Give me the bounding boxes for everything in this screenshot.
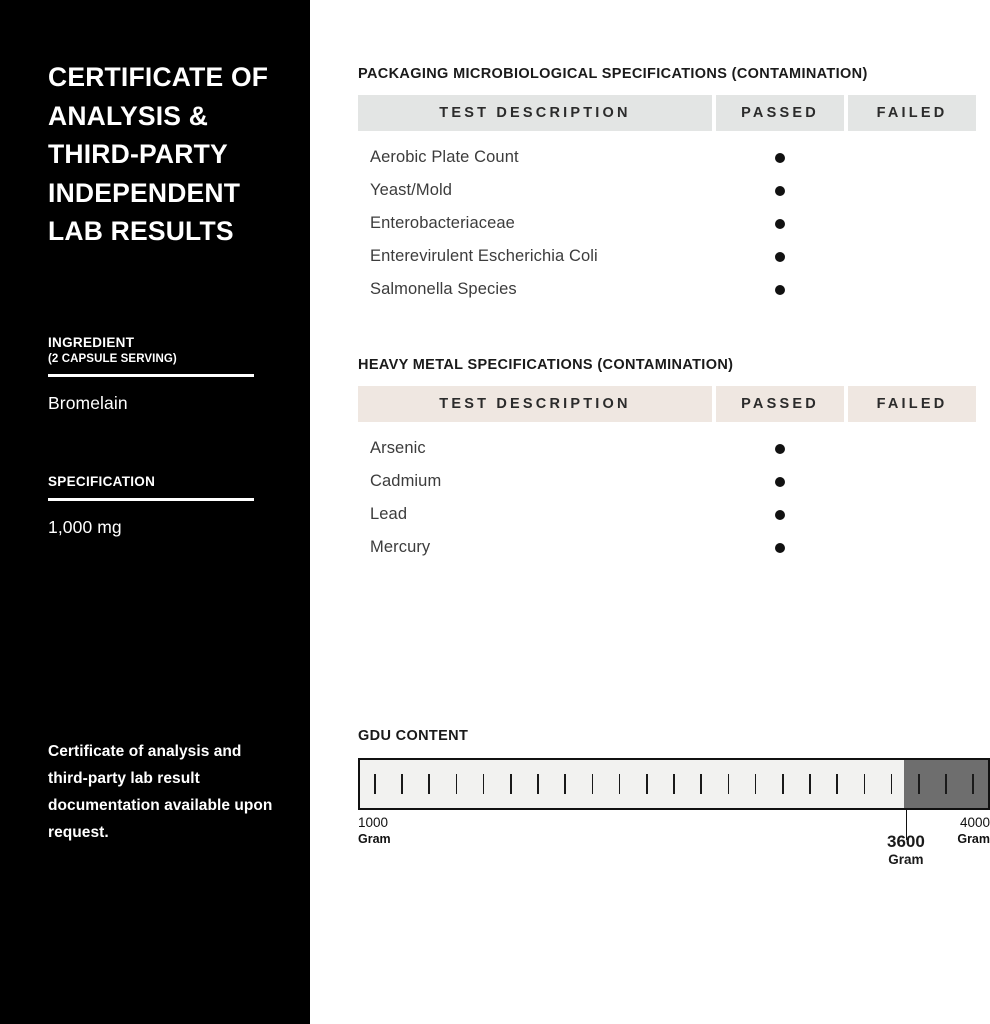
specification-divider (48, 498, 254, 501)
specification-value: 1,000 mg (48, 516, 122, 537)
gdu-tick (728, 774, 730, 794)
gdu-axis-min (358, 814, 391, 848)
gdu-axis-max (957, 814, 990, 848)
table-row (358, 141, 990, 174)
gdu-tick (456, 774, 458, 794)
gdu-tick (646, 774, 648, 794)
page-title: CERTIFICATE OF ANALYSIS & THIRD-PARTY INDEPENDENT LAB RESULTS (48, 62, 269, 246)
gdu-tick (945, 774, 947, 794)
cell-failed (848, 219, 976, 229)
specification-block (48, 474, 270, 538)
gdu-tick (918, 774, 920, 794)
gdu-tick (428, 774, 430, 794)
gdu-tick (374, 774, 376, 794)
cell-failed (848, 252, 976, 262)
gdu-axis-min-unit: Gram (358, 832, 391, 846)
heavy-metal-section-title: HEAVY METAL SPECIFICATIONS (CONTAMINATION) (358, 357, 734, 373)
gdu-tick (864, 774, 866, 794)
cell-failed (848, 543, 976, 553)
table-row (358, 273, 990, 306)
passed-dot-icon (775, 444, 785, 454)
table-row (358, 432, 990, 465)
cell-test-description: Enterobacteriaceae (370, 214, 515, 232)
gdu-meter (358, 758, 990, 810)
passed-dot-icon (775, 186, 785, 196)
gdu-tick (619, 774, 621, 794)
passed-dot-icon (775, 252, 785, 262)
gdu-content-section (358, 728, 990, 880)
passed-dot-icon (775, 543, 785, 553)
cell-passed (716, 186, 844, 196)
gdu-meter-wrapper (358, 758, 990, 880)
cell-passed (716, 219, 844, 229)
microbiological-table (358, 95, 990, 306)
gdu-tick (782, 774, 784, 794)
gdu-tick (972, 774, 974, 794)
column-header-passed: PASSED (716, 95, 844, 131)
footnote-text: Certificate of analysis and third-party lab result documentation available upon request. (48, 743, 273, 841)
microbiological-section-title: PACKAGING MICROBIOLOGICAL SPECIFICATIONS (CONTAMINATION) (358, 66, 868, 82)
table-row (358, 207, 990, 240)
gdu-tick (510, 774, 512, 794)
table-row (358, 174, 990, 207)
passed-dot-icon (775, 219, 785, 229)
results-panel (310, 0, 990, 1024)
ingredient-serving-note: (2 CAPSULE SERVING) (48, 352, 177, 365)
gdu-tick (673, 774, 675, 794)
gdu-marker-unit: Gram (888, 852, 924, 867)
cell-failed (848, 285, 976, 295)
ingredient-label: INGREDIENT (48, 334, 135, 350)
gdu-marker (887, 810, 925, 867)
cell-test-description: Cadmium (370, 472, 442, 490)
gdu-tick (700, 774, 702, 794)
cell-passed (716, 153, 844, 163)
ingredient-block (48, 335, 270, 414)
heavy-metal-table (358, 386, 990, 564)
gdu-axis-max-value: 4000 (959, 815, 990, 830)
gdu-tick (483, 774, 485, 794)
gdu-marker-value: 3600 (887, 832, 925, 851)
cell-test-description: Yeast/Mold (370, 181, 453, 199)
table-row (358, 465, 990, 498)
cell-test-description: Mercury (370, 538, 431, 556)
passed-dot-icon (775, 510, 785, 520)
specification-label: SPECIFICATION (48, 473, 156, 489)
gdu-tick (537, 774, 539, 794)
microbiological-section (358, 66, 990, 306)
cell-passed (716, 444, 844, 454)
gdu-tick (401, 774, 403, 794)
cell-failed (848, 186, 976, 196)
ingredient-divider (48, 374, 254, 377)
microbiological-table-body (358, 141, 990, 306)
passed-dot-icon (775, 285, 785, 295)
gdu-tick (836, 774, 838, 794)
left-info-panel (0, 0, 310, 1024)
gdu-axis (358, 810, 990, 880)
cell-test-description: Aerobic Plate Count (370, 148, 519, 166)
heavy-metal-table-body (358, 432, 990, 564)
table-row (358, 240, 990, 273)
gdu-section-title: GDU CONTENT (358, 728, 469, 744)
gdu-tick (564, 774, 566, 794)
table-row (358, 498, 990, 531)
table-header-row (358, 386, 990, 422)
cell-test-description: Lead (370, 505, 408, 523)
cell-test-description: Enterevirulent Escherichia Coli (370, 247, 598, 265)
passed-dot-icon (775, 153, 785, 163)
gdu-tick (891, 774, 893, 794)
cell-passed (716, 510, 844, 520)
gdu-axis-min-value: 1000 (358, 815, 389, 830)
gdu-tick (755, 774, 757, 794)
cell-passed (716, 477, 844, 487)
cell-test-description: Arsenic (370, 439, 426, 457)
passed-dot-icon (775, 477, 785, 487)
gdu-tick (592, 774, 594, 794)
gdu-axis-max-unit: Gram (957, 832, 990, 846)
column-header-passed: PASSED (716, 386, 844, 422)
cell-failed (848, 477, 976, 487)
cell-failed (848, 153, 976, 163)
column-header-test-description: TEST DESCRIPTION (358, 386, 712, 422)
ingredient-value: Bromelain (48, 392, 128, 413)
cell-passed (716, 543, 844, 553)
column-header-failed: FAILED (848, 386, 976, 422)
table-row (358, 531, 990, 564)
cell-passed (716, 285, 844, 295)
cell-failed (848, 510, 976, 520)
cell-test-description: Salmonella Species (370, 280, 517, 298)
table-header-row (358, 95, 990, 131)
heavy-metal-section (358, 357, 990, 564)
cell-passed (716, 252, 844, 262)
column-header-test-description: TEST DESCRIPTION (358, 95, 712, 131)
cell-failed (848, 444, 976, 454)
column-header-failed: FAILED (848, 95, 976, 131)
gdu-tick (809, 774, 811, 794)
gdu-meter-ticks (360, 760, 988, 808)
